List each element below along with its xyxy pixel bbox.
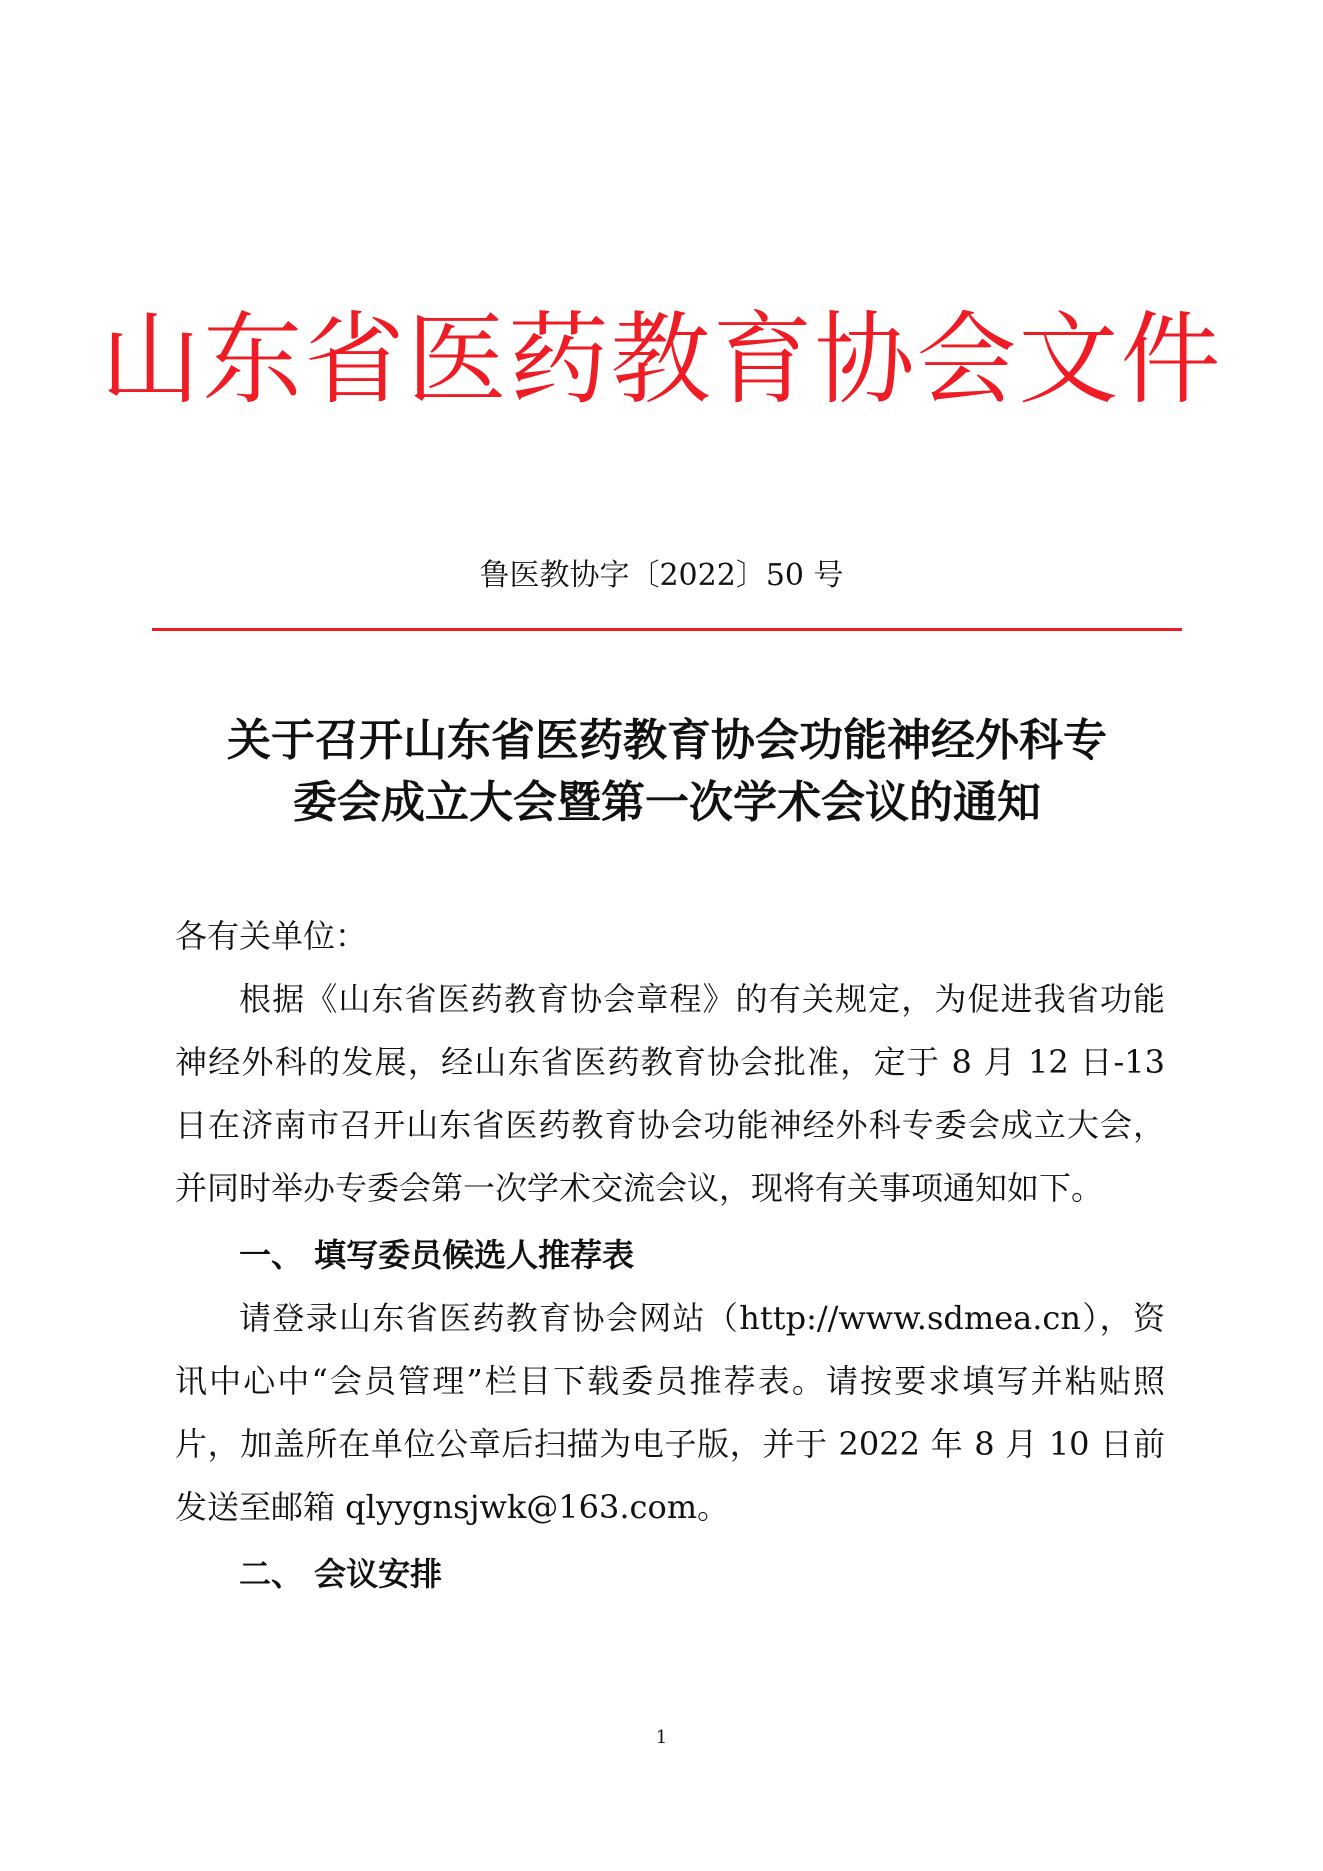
intro-paragraph: 根据《山东省医药教育协会章程》的有关规定，为促进我省功能神经外科的发展，经山东省医药教育协会批准，定于 8 月 12 日-13 日在济南市召开山东省医药教育协会功能神经外科专委会成立大会，并同时举办专委会第一次学术交流会议，现将有关事项通知如下。 <box>175 980 1165 1207</box>
section-heading-2: 二、 会议安排 <box>239 1555 443 1593</box>
notice-title-line-2: 委会成立大会暨第一次学术会议的通知 <box>293 777 1041 828</box>
section-heading-1: 一、 填写委员候选人推荐表 <box>239 1236 635 1274</box>
notice-title <box>152 710 1182 834</box>
page-number: 1 <box>655 1727 668 1748</box>
masthead-title: 山东省医药教育协会文件 <box>100 301 1223 418</box>
salutation: 各有关单位： <box>175 917 368 955</box>
notice-title-line-1: 关于召开山东省医药教育协会功能神经外科专 <box>227 715 1107 766</box>
notice-body <box>175 905 1165 1606</box>
section-1-paragraph: 请登录山东省医药教育协会网站（http://www.sdmea.cn），资讯中心中“会员管理”栏目下载委员推荐表。请按要求填写并粘贴照片，加盖所在单位公章后扫描为电子版，并于 2022 年 8 月 10 日前发送至邮箱 qlyygnsjwk@163.com。 <box>175 1299 1165 1526</box>
document-number: 鲁医教协字〔2022〕50 号 <box>479 558 844 593</box>
red-divider-line <box>152 628 1182 631</box>
